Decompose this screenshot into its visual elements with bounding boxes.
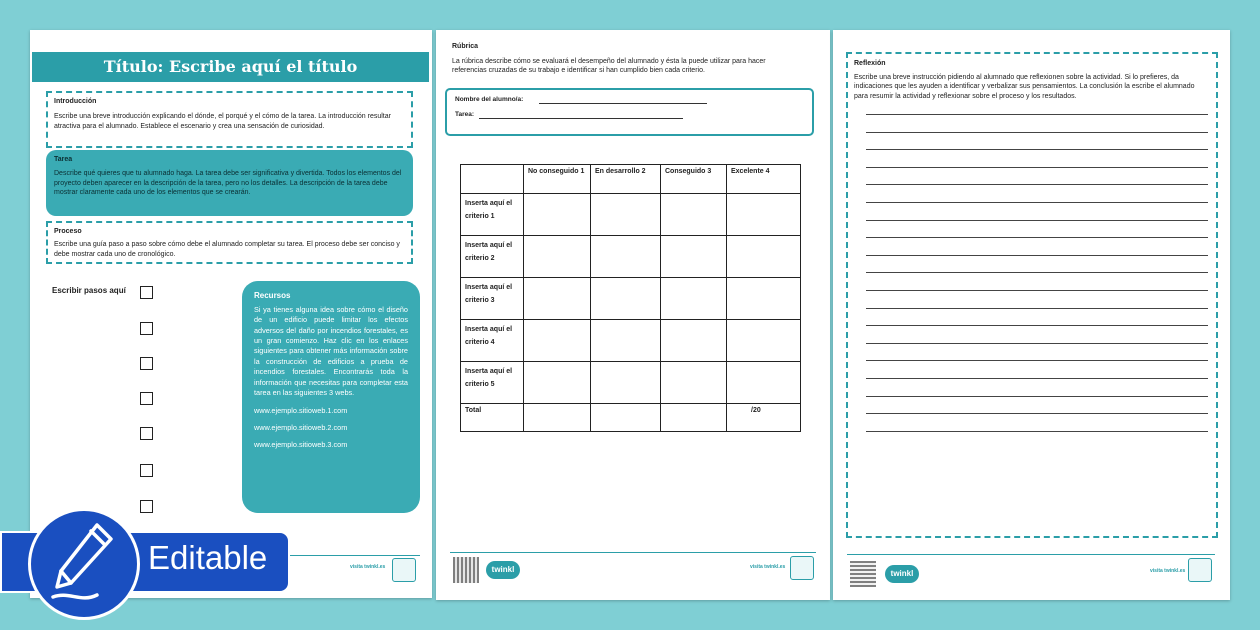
step-checkbox-4[interactable] [140,392,153,405]
task-heading: Tarea [54,156,73,163]
qr-code-icon [850,561,876,587]
rubric-cell[interactable] [591,320,661,362]
rubric-cell[interactable] [524,278,591,320]
student-name-label: Nombre del alumno/a: [455,96,524,103]
footer-divider [847,554,1215,555]
writing-line[interactable] [866,255,1208,256]
footer-link: visita twinkl.es [350,564,386,570]
rubric-cell[interactable] [661,194,727,236]
rubric-cell[interactable] [524,362,591,404]
writing-line[interactable] [866,343,1208,344]
reflection-heading: Reflexión [854,60,886,67]
criterion-label: Inserta aquí el criterio 1 [461,194,524,236]
rubric-cell[interactable] [524,236,591,278]
rubric-cell[interactable] [524,194,591,236]
criterion-label: Inserta aquí el criterio 5 [461,362,524,404]
editable-label: Editable [148,539,268,576]
rubric-cell[interactable] [727,236,801,278]
writing-line[interactable] [866,413,1208,414]
writing-line[interactable] [866,237,1208,238]
rubric-row [461,362,801,404]
pen-icon [28,508,140,620]
rubric-cell[interactable] [727,362,801,404]
rubric-cell[interactable] [591,236,661,278]
page-title: Título: Escribe aquí el título [32,52,429,82]
writing-line[interactable] [866,149,1208,150]
rubric-cell[interactable] [661,404,727,432]
student-info-box [445,88,814,136]
task-box [46,150,413,216]
rubric-corner-cell [461,165,524,194]
writing-line[interactable] [866,202,1208,203]
twinkl-badge-icon [1188,558,1212,582]
rubric-cell[interactable] [661,236,727,278]
step-checkbox-3[interactable] [140,357,153,370]
footer-link: visita twinkl.es [1150,568,1186,574]
task-text: Describe qué quieres que tu alumnado haga. La tarea debe ser significativa y divertida. Todos los elementos del proyecto deben aparecer en la descripción de la tarea, pero no los detalles. La descripción de la tarea debe mostrar claramente cada uno de los elementos que se crearán. [54,170,402,197]
intro-text: Escribe una breve introducción explicando el dónde, el porqué y el cómo de la tarea. La introducción resultar atractiva para el alumnado. Establece el escenario y crea una sensación de curiosidad. [54,113,391,130]
intro-heading: Introducción [54,98,97,105]
writing-line[interactable] [866,167,1208,168]
editable-badge [0,505,300,627]
criterion-label: Inserta aquí el criterio 4 [461,320,524,362]
resources-box [242,281,420,513]
rubric-column-header: En desarrollo 2 [591,165,661,194]
writing-line[interactable] [866,132,1208,133]
writing-line[interactable] [866,378,1208,379]
reflection-box [846,52,1218,538]
step-checkbox-2[interactable] [140,322,153,335]
step-checkbox-1[interactable] [140,286,153,299]
total-label: Total [461,404,524,432]
step-checkbox-6[interactable] [140,464,153,477]
webquest-page-3 [833,30,1230,600]
total-value: /20 [727,404,801,432]
task-label: Tarea: [455,111,475,118]
student-name-line[interactable] [539,103,707,104]
resource-link-1[interactable]: www.ejemplo.sitioweb.1.com [254,406,348,416]
rubric-column-header: Conseguido 3 [661,165,727,194]
writing-line[interactable] [866,272,1208,273]
rubric-header-row [461,165,801,194]
rubric-cell[interactable] [727,194,801,236]
rubric-cell[interactable] [524,320,591,362]
rubric-cell[interactable] [591,404,661,432]
step-checkbox-5[interactable] [140,427,153,440]
rubric-row [461,278,801,320]
rubric-cell[interactable] [591,278,661,320]
rubric-intro: La rúbrica describe cómo se evaluará el desempeño del alumnado y ésta la puede utilizar para hacer referencias cruzadas de su trabajo e identificar si han cumplido bien cada criterio. [452,58,766,75]
process-text: Escribe una guía paso a paso sobre cómo debe el alumnado completar su tarea. El proceso debe ser conciso y debe mostrar cada uno de cronológico. [54,241,400,258]
rubric-table [460,164,801,432]
rubric-total-row [461,404,801,432]
twinkl-logo: twinkl [486,561,520,579]
resources-heading: Recursos [254,291,291,300]
footer-link: visita twinkl.es [750,564,786,570]
rubric-column-header: Excelente 4 [727,165,801,194]
writing-line[interactable] [866,396,1208,397]
rubric-heading: Rúbrica [452,43,479,50]
footer-divider [450,552,816,553]
writing-line[interactable] [866,431,1208,432]
qr-code-icon [453,557,479,583]
writing-line[interactable] [866,325,1208,326]
rubric-cell[interactable] [591,362,661,404]
rubric-cell[interactable] [591,194,661,236]
process-heading: Proceso [54,228,82,235]
twinkl-badge-icon [392,558,416,582]
rubric-row [461,194,801,236]
process-box [46,221,413,264]
resources-text: Si ya tienes alguna idea sobre cómo el diseño de un edificio puede limitar los efectos adversos del daño por incendios forestales, es un gran comienzo. Haz clic en los enlaces siguientes para obtener más información sobre la construcción de edificios a prueba de incendios forestales. Encontrarás toda la información que necesitas para completar esta tarea en las siguientes 3 webs. [254,305,408,397]
webquest-page-2 [436,30,830,600]
rubric-cell[interactable] [727,320,801,362]
steps-label: Escribir pasos aquí [52,286,126,295]
writing-line[interactable] [866,184,1208,185]
rubric-row [461,236,801,278]
writing-line[interactable] [866,290,1208,291]
rubric-cell[interactable] [524,404,591,432]
footer-divider [280,555,420,556]
criterion-label: Inserta aquí el criterio 2 [461,236,524,278]
rubric-cell[interactable] [661,320,727,362]
writing-line[interactable] [866,114,1208,115]
rubric-cell[interactable] [661,362,727,404]
rubric-cell[interactable] [727,278,801,320]
writing-line[interactable] [866,308,1208,309]
intro-box [46,91,413,148]
rubric-column-header: No conseguido 1 [524,165,591,194]
writing-line[interactable] [866,220,1208,221]
twinkl-logo: twinkl [885,565,919,583]
resource-link-2[interactable]: www.ejemplo.sitioweb.2.com [254,423,348,433]
criterion-label: Inserta aquí el criterio 3 [461,278,524,320]
rubric-cell[interactable] [661,278,727,320]
writing-line[interactable] [866,360,1208,361]
task-line[interactable] [479,118,683,119]
rubric-row [461,320,801,362]
resource-link-3[interactable]: www.ejemplo.sitioweb.3.com [254,440,348,450]
reflection-text: Escribe una breve instrucción pidiendo al alumnado que reflexionen sobre la actividad. Si lo prefieres, da indicaciones que les ayuden a identificar y verbalizar sus pensamientos. La conclusión la escribe el alumnado para resumir la actividad y reflexionar sobre el proceso y los resultados. [854,74,1195,100]
twinkl-badge-icon [790,556,814,580]
